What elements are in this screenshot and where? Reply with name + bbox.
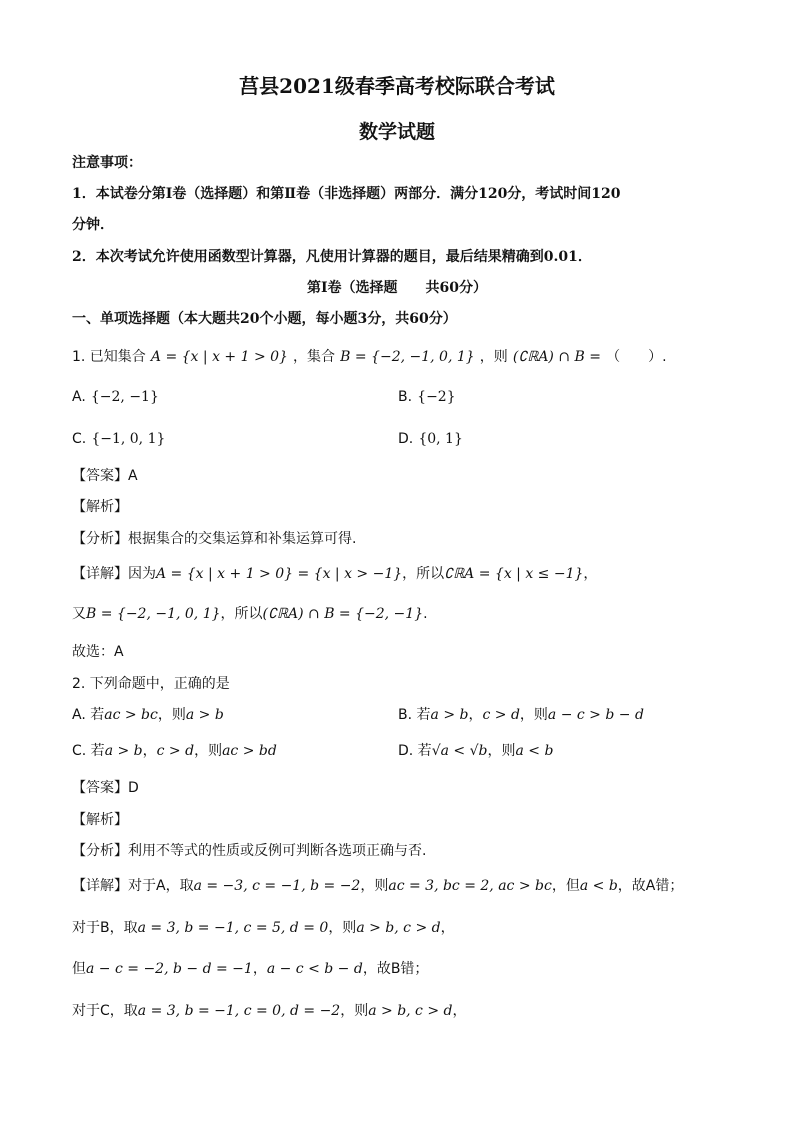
exam-title: 莒县2021级春季高考校际联合考试 (239, 74, 555, 98)
q2-detail-line-2 (72, 917, 455, 937)
q2-detail-4-text-b: ，则 (340, 1003, 369, 1019)
q2-option-d-math-2: a < b (515, 743, 554, 759)
q2-answer: 【答案】D (72, 780, 139, 796)
notes-heading: 注意事项： (72, 155, 142, 171)
q1-option-d (398, 428, 463, 447)
q1-then: ，则 (479, 349, 508, 365)
q2-option-c-math-2: c > d (156, 743, 195, 759)
q2-detail-3-text-a: 但 (72, 961, 86, 977)
q2-detail-1-math-a: a = −3, c = −1, b = −2 (193, 878, 361, 894)
notes-item-1: 1．本试卷分第Ⅰ卷（选择题）和第Ⅱ卷（非选择题）两部分．满分120分，考试时间120 (72, 186, 621, 202)
q1-option-d-text: {0, 1} (418, 431, 463, 447)
part-title: 第Ⅰ卷（选择题 共60分） (306, 280, 488, 296)
q1-mid: ，集合 (293, 349, 336, 365)
q2-detail-1-math-b: ac = 3, bc = 2, ac > bc (388, 878, 552, 894)
q2-option-a-mid: ，则 (157, 707, 186, 723)
q2-option-a-math-2: a > b (185, 707, 224, 723)
q2-detail-3-text-c: ，故B错； (362, 961, 429, 977)
q2-option-b-comma: ， (468, 707, 483, 723)
q2-detail-3-math-a: a − c = −2, b − d = −1 (86, 961, 253, 977)
q1-analysis-summary: 【分析】根据集合的交集运算和补集运算可得. (72, 531, 357, 547)
q2-detail-3-math-b: a − c < b − d (266, 961, 363, 977)
q2-detail-4-math-a: a = 3, b = −1, c = 0, d = −2 (137, 1003, 341, 1019)
q2-option-c-math: a > b (104, 743, 143, 759)
q1-expr: (∁ℝA) ∩ B = (512, 349, 601, 365)
question-1-stem (72, 346, 667, 366)
q1-detail-2-math-b: (∁ℝA) ∩ B = {−2, −1} (262, 606, 424, 622)
notes-item-2: 2．本次考试允许使用函数型计算器，凡使用计算器的题目，最后结果精确到0.01． (72, 249, 592, 265)
q1-option-a-label: A. (72, 389, 86, 405)
q1-option-a-text: {−2, −1} (90, 389, 159, 405)
q1-set-b: B = {−2, −1, 0, 1} (340, 349, 475, 365)
q1-option-b-label: B. (398, 389, 413, 405)
q2-option-c-math-3: ac > bd (222, 743, 277, 759)
q2-detail-1-text-b: ，则 (360, 878, 389, 894)
q2-option-c (72, 740, 277, 760)
q1-detail-2-text-c: . (423, 606, 428, 622)
q2-option-c-comma: ， (142, 743, 157, 759)
q1-detail-2-text-b: ，所以 (220, 606, 263, 622)
q1-detail-line-2 (72, 603, 428, 623)
q1-detail-1-math-b: ∁ℝA = {x | x ≤ −1} (444, 566, 584, 582)
q1-option-a (72, 386, 159, 405)
q2-detail-line-1 (72, 875, 683, 895)
q1-analysis-label: 【解析】 (72, 499, 128, 515)
q2-detail-4-math-b: a > b, c > d (368, 1003, 453, 1019)
q1-detail-1-text-c: ， (583, 566, 598, 582)
q1-detail-1-text-a: 【详解】因为 (72, 566, 156, 582)
q2-detail-4-text-a: 对于C，取 (72, 1003, 138, 1019)
q1-choose: 故选：A (72, 644, 124, 660)
q2-option-d-math: √a < √b (431, 743, 488, 759)
q2-option-b-math: a > b (430, 707, 469, 723)
q2-detail-2-math-b: a > b, c > d (356, 920, 441, 936)
q2-option-d-mid: ，则 (487, 743, 516, 759)
q1-answer: 【答案】A (72, 468, 138, 484)
q2-detail-4-text-c: ， (452, 1003, 467, 1019)
q2-option-d-label: D. 若 (398, 743, 432, 759)
q1-option-b (398, 386, 456, 405)
q2-detail-1-text-d: ，故A错； (617, 878, 684, 894)
q1-option-c-label: C. (72, 431, 87, 447)
q2-option-a (72, 704, 224, 724)
q1-option-b-text: {−2} (417, 389, 456, 405)
q2-detail-1-text-c: ，但 (551, 878, 580, 894)
q2-option-c-mid: ，则 (194, 743, 223, 759)
question-2-stem: 2. 下列命题中，正确的是 (72, 676, 230, 692)
q1-option-c (72, 428, 165, 447)
q2-detail-1-text-a: 【详解】对于A，取 (72, 878, 194, 894)
section-heading: 一、单项选择题（本大题共20个小题，每小题3分，共60分） (72, 311, 457, 327)
q1-detail-line-1 (72, 563, 597, 583)
q2-analysis-summary: 【分析】利用不等式的性质或反例可判断各选项正确与否. (72, 843, 427, 859)
exam-subtitle: 数学试题 (358, 121, 435, 143)
q2-detail-3-text-b: ， (252, 961, 267, 977)
q2-option-d (398, 740, 553, 760)
q1-detail-2-text-a: 又 (72, 606, 86, 622)
q2-option-b (398, 704, 644, 724)
q1-option-d-label: D. (398, 431, 414, 447)
q2-option-b-math-3: a − c > b − d (547, 707, 644, 723)
q2-option-c-label: C. 若 (72, 743, 105, 759)
q1-blank: （ ）. (606, 349, 667, 365)
q1-set-a: A = {x | x + 1 > 0} (150, 349, 288, 365)
q2-option-a-label: A. 若 (72, 707, 105, 723)
q2-detail-2-text-b: ，则 (328, 920, 357, 936)
q2-detail-2-math-a: a = 3, b = −1, c = 5, d = 0 (137, 920, 329, 936)
q2-detail-line-4 (72, 1000, 467, 1020)
notes-item-1-cont: 分钟． (72, 217, 114, 233)
q2-detail-2-text-c: ， (440, 920, 455, 936)
q2-option-b-math-2: c > d (482, 707, 520, 723)
q2-option-a-math: ac > bc (104, 707, 158, 723)
q2-option-b-label: B. 若 (398, 707, 431, 723)
q1-detail-1-math-a: A = {x | x + 1 > 0} = {x | x > −1} (156, 566, 403, 582)
q2-detail-line-3 (72, 958, 428, 978)
q1-prefix: 1. 已知集合 (72, 349, 146, 365)
q2-detail-1-math-c: a < b (579, 878, 618, 894)
q1-detail-1-text-b: ，所以 (402, 566, 445, 582)
q1-option-c-text: {−1, 0, 1} (91, 431, 166, 447)
q2-analysis-label: 【解析】 (72, 812, 128, 828)
q1-detail-2-math-a: B = {−2, −1, 0, 1} (86, 606, 221, 622)
q2-detail-2-text-a: 对于B，取 (72, 920, 138, 936)
q2-option-b-mid: ，则 (519, 707, 548, 723)
